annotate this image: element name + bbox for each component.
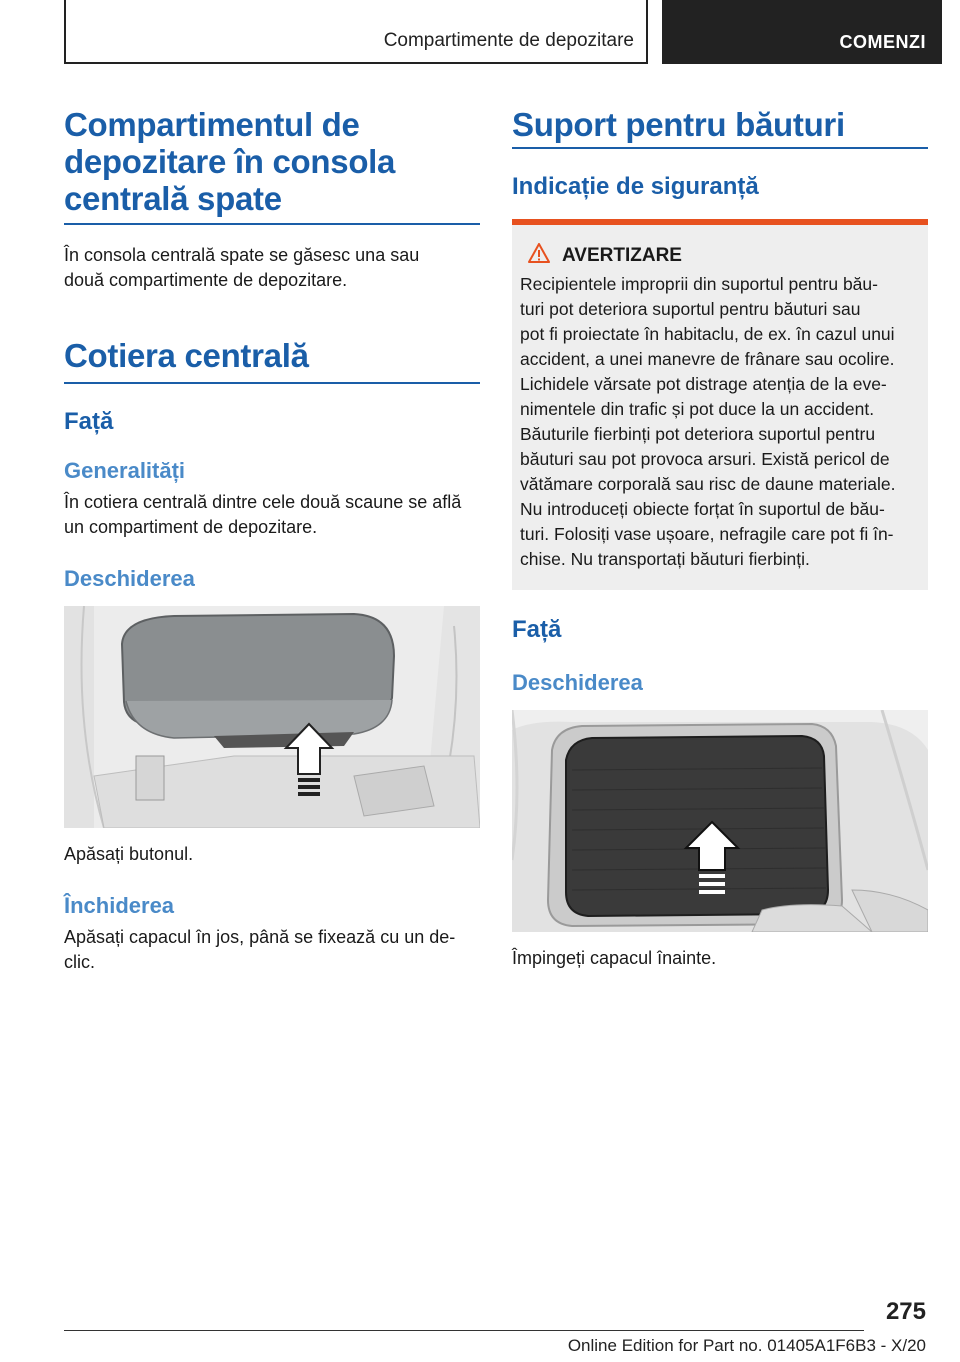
warning-line: pot fi proiectate în habitaclu, de ex. în cazul unui	[520, 324, 895, 344]
warning-line: Lichidele vărsate pot distrage atenția de la eve-	[520, 374, 887, 394]
right-column	[512, 104, 928, 971]
general-heading: Generalități	[64, 458, 186, 483]
opening-caption: Apăsați butonul.	[64, 844, 194, 864]
section-title: Compartimente de depozitare	[383, 30, 634, 51]
header-frame	[64, 0, 648, 64]
armrest-rule	[64, 382, 480, 384]
warning-box	[512, 219, 928, 590]
warning-line: vătămare corporală sau risc de daune materiale.	[520, 474, 896, 494]
storage-intro	[64, 243, 480, 293]
warning-line: accident, a unei manevre de frânare sau ocolire.	[520, 349, 895, 369]
front-heading: Față	[64, 408, 114, 435]
general-line: un compartiment de depozitare.	[64, 517, 318, 537]
armrest-title: Cotiera centrală	[64, 337, 309, 374]
storage-title	[64, 106, 480, 217]
warning-line: Recipientele improprii din suportul pentru bău-	[520, 274, 878, 294]
general-line: În cotiera centrală dintre cele două scaune se află	[64, 492, 462, 512]
left-column	[64, 104, 480, 975]
front-heading-right: Față	[512, 616, 562, 643]
cupholder-title: Suport pentru băuturi	[512, 106, 845, 143]
cupholder-photo	[512, 710, 928, 932]
cupholder-caption: Împingeți capacul înainte.	[512, 948, 717, 968]
warning-line: turi. Folosiți vase ușoare, nefragile care pot fi în-	[520, 524, 894, 544]
storage-title-line: depozitare în consola	[64, 143, 396, 180]
warning-line: băuturi sau pot provoca arsuri. Există pericol de	[520, 449, 890, 469]
intro-line: două compartimente de depozitare.	[64, 270, 348, 290]
closing-heading: Închiderea	[64, 893, 175, 918]
chapter-tab[interactable]: COMENZI	[662, 0, 942, 64]
footer-rule	[64, 1330, 864, 1331]
warning-triangle-icon	[528, 243, 550, 268]
warning-text	[520, 272, 920, 572]
closing-text	[64, 925, 480, 975]
edition-footer: Online Edition for Part no. 01405A1F6B3 - X/20	[567, 1336, 926, 1355]
title-rule	[64, 223, 480, 225]
opening-heading: Deschiderea	[64, 566, 195, 591]
cupholder-rule	[512, 147, 928, 149]
opening-heading-right: Deschiderea	[512, 670, 643, 695]
closing-line: clic.	[64, 952, 95, 972]
warning-header	[528, 243, 920, 268]
storage-title-line: centrală spate	[64, 180, 282, 217]
safety-heading: Indicație de siguranță	[512, 173, 759, 200]
warning-line: chise. Nu transportați băuturi fierbinți.	[520, 549, 810, 569]
warning-line: turi pot deteriora suportul pentru băuturi sau	[520, 299, 861, 319]
warning-line: Băuturile fierbinți pot deteriora suportul pentru	[520, 424, 876, 444]
warning-label: AVERTIZARE	[562, 244, 682, 266]
closing-line: Apăsați capacul în jos, până se fixează cu un de-	[64, 927, 456, 947]
general-text	[64, 490, 480, 540]
warning-line: nimentele din trafic și pot duce la un accident.	[520, 399, 875, 419]
storage-title-line: Compartimentul de	[64, 106, 360, 143]
warning-line: Nu introduceți obiecte forțat în suportul de bău-	[520, 499, 885, 519]
page-number: 275	[885, 1298, 926, 1325]
armrest-photo	[64, 606, 480, 828]
intro-line: În consola centrală spate se găsesc una sau	[64, 245, 420, 265]
